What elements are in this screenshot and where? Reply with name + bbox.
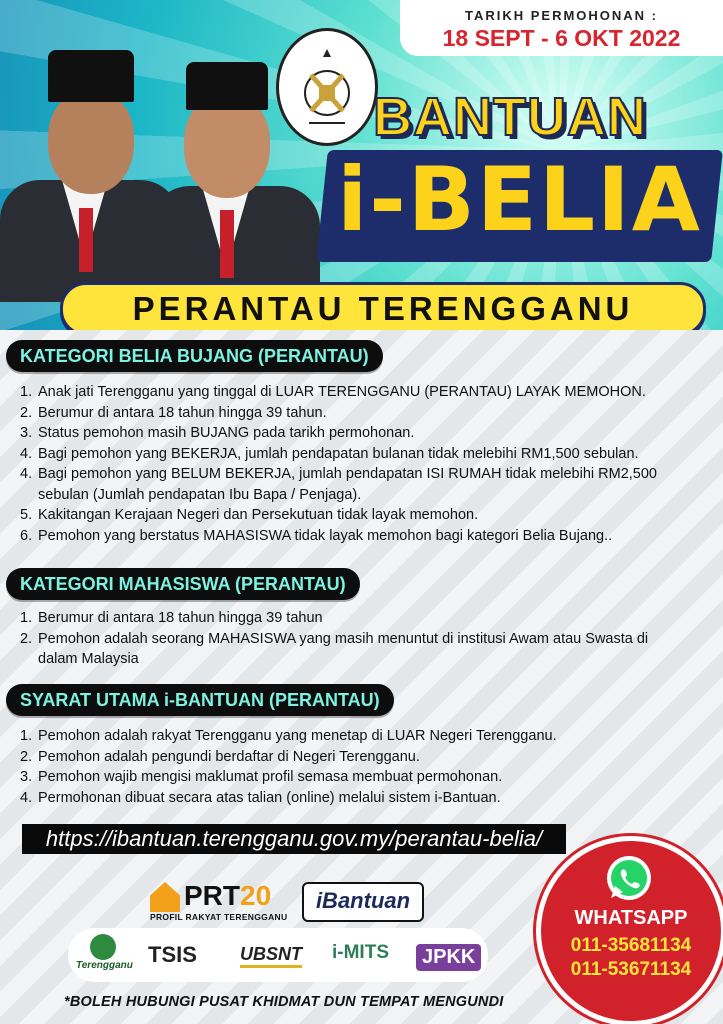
ibantuan-logo: iBantuan: [302, 882, 424, 922]
banner-text: PERANTAU TERENGGANU: [132, 290, 634, 327]
list-item: 1. Anak jati Terengganu yang tinggal di LUAR TERENGGANU (PERANTAU) LAYAK MEMOHON.: [20, 384, 646, 400]
list-item: 4. Bagi pemohon yang BEKERJA, jumlah pendapatan bulanan tidak melebihi RM1,500 sebulan.: [20, 445, 639, 462]
whatsapp-label: WHATSAPP: [574, 907, 688, 929]
terengganu-emblem-icon: [90, 934, 116, 960]
ubsnt-logo: UBSNT: [240, 944, 302, 968]
imits-logo: i-MITS: [332, 942, 389, 963]
footer-note: *BOLEH HUBUNGI PUSAT KHIDMAT DUN TEMPAT MENGUNDI: [64, 994, 504, 1010]
list-item: 1. Pemohon adalah rakyat Terengganu yang menetap di LUAR Negeri Terengganu.: [20, 728, 557, 744]
whatsapp-contact-badge: [536, 836, 723, 1024]
list-item: 2. Pemohon adalah pengundi berdaftar di Negeri Terengganu.: [20, 748, 420, 765]
application-url-link[interactable]: https://ibantuan.terengganu.gov.my/perantau-belia/: [22, 824, 566, 854]
list-item: 2. Pemohon adalah seorang MAHASISWA yang masih menuntut di institusi Awam atau Swasta di dalam Malaysia: [20, 630, 649, 667]
date-label: TARIKH PERMOHONAN :: [464, 8, 659, 23]
list-belia-bujang: [20, 382, 710, 546]
whatsapp-number-1[interactable]: 011-35681134: [570, 935, 692, 956]
section-heading-mahasiswa: KATEGORI MAHASISWA (PERANTAU): [6, 568, 360, 600]
application-date-box: [400, 0, 723, 56]
list-item: 3. Pemohon wajib mengisi maklumat profil semasa membuat permohonan.: [20, 769, 503, 785]
list-item: 6. Pemohon yang berstatus MAHASISWA tidak layak memohon bagi kategori Belia Bujang..: [20, 527, 613, 544]
house-icon: [150, 882, 180, 912]
section-heading-belia-bujang: KATEGORI BELIA BUJANG (PERANTAU): [6, 340, 383, 372]
list-item: 5. Kakitangan Kerajaan Negeri dan Persekutuan tidak layak memohon.: [20, 507, 479, 523]
terengganu-logo: Terengganu: [76, 960, 133, 971]
whatsapp-number-2[interactable]: 011-53671134: [570, 959, 692, 980]
list-item: 2. Berumur di antara 18 tahun hingga 39 tahun.: [20, 404, 327, 421]
title-bantuan: BANTUAN: [373, 87, 647, 147]
list-item: 3. Status pemohon masih BUJANG pada tarikh permohonan.: [20, 425, 415, 441]
list-syarat-utama: [20, 726, 710, 808]
list-item: 4. Permohonan dibuat secara atas talian (online) melalui sistem i-Bantuan.: [20, 789, 501, 806]
section-heading-syarat-utama: SYARAT UTAMA i-BANTUAN (PERANTAU): [6, 684, 394, 716]
title-ibelia: i-BELIA: [337, 148, 702, 251]
tsis-logo: TSIS: [148, 942, 197, 967]
date-range: 18 SEPT - 6 OKT 2022: [442, 25, 681, 51]
list-item: 1. Berumur di antara 18 tahun hingga 39 tahun: [20, 610, 323, 626]
whatsapp-icon: [604, 853, 654, 903]
list-mahasiswa: [20, 608, 660, 670]
perantau-banner: [60, 282, 706, 336]
prt20-logo: PRT20 PROFIL RAKYAT TERENGGANU: [150, 880, 288, 922]
partner-logos: [68, 928, 488, 982]
list-item: 4. Bagi pemohon yang BELUM BEKERJA, jumlah pendapatan ISI RUMAH tidak melebihi RM2,500 sebulan (Jumlah pendapatan Ibu Bapa / Penjaga).: [20, 466, 657, 503]
jpkk-logo: JPKK: [416, 944, 481, 971]
